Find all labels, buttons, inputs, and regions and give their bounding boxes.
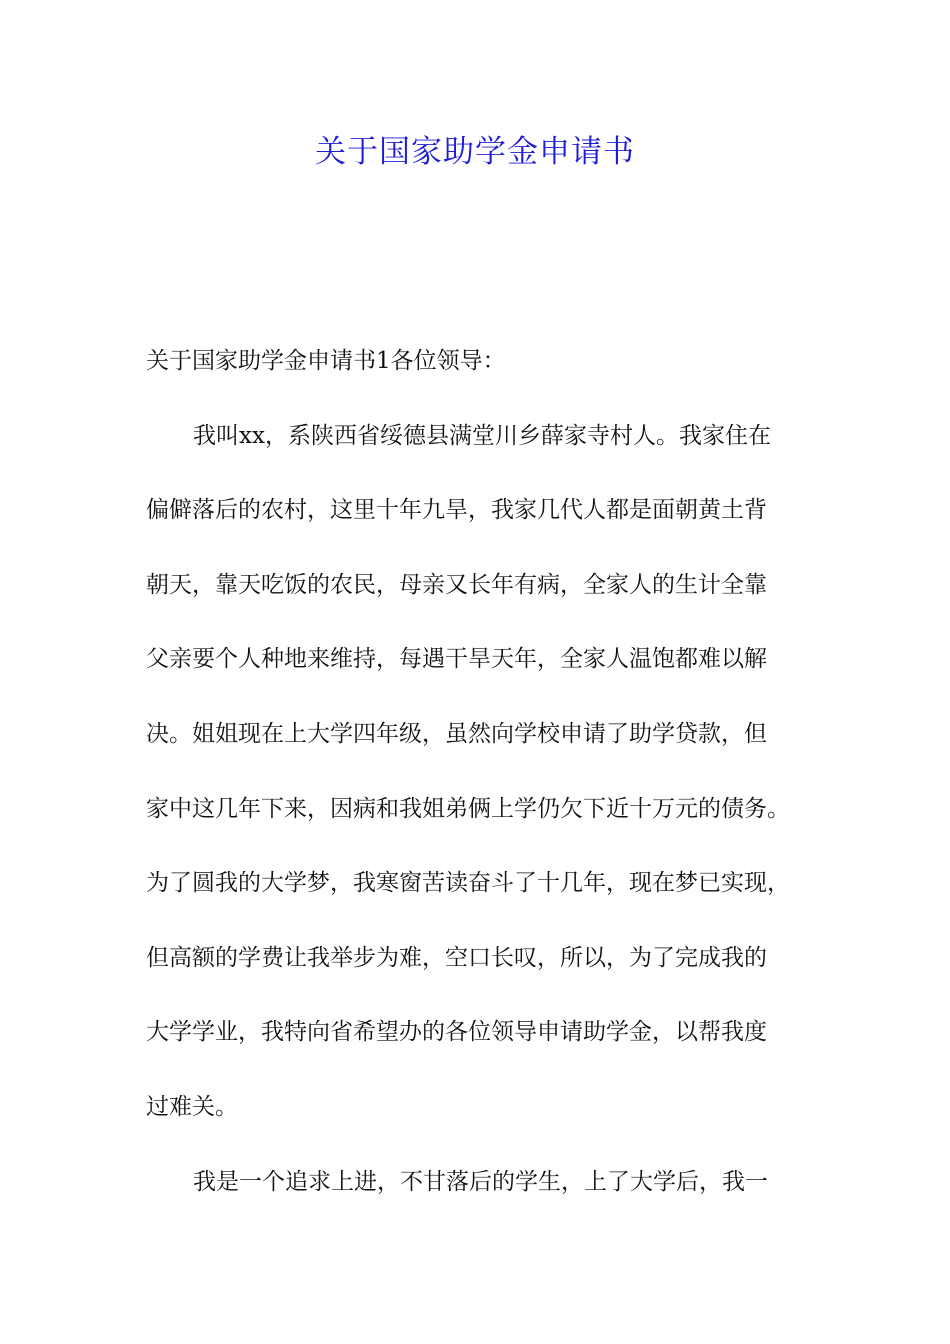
document-title: 关于国家助学金申请书 [315, 134, 635, 170]
paragraph-line: 父亲要个人种地来维持，每遇干旱天年，全家人温饱都难以解 [146, 646, 767, 673]
paragraph-line: 我是一个追求上进，不甘落后的学生，上了大学后，我一 [193, 1168, 768, 1195]
paragraph-line: 我叫xx，系陕西省绥德县满堂川乡薛家寺村人。我家住在 [193, 422, 771, 449]
salutation: 关于国家助学金申请书1各位领导： [146, 348, 506, 374]
paragraph-line: 大学学业，我特向省希望办的各位领导申请助学金，以帮我度 [146, 1019, 767, 1046]
paragraph-line: 过难关。 [146, 1093, 238, 1120]
paragraph-line: 为了圆我的大学梦，我寒窗苦读奋斗了十几年，现在梦已实现， [146, 870, 790, 897]
paragraph-line: 偏僻落后的农村，这里十年九旱，我家几代人都是面朝黄土背 [146, 497, 767, 524]
paragraph-line: 决。姐姐现在上大学四年级，虽然向学校申请了助学贷款，但 [146, 720, 767, 747]
paragraph-2 [146, 1162, 826, 1237]
paragraph-line: 家中这几年下来，因病和我姐弟俩上学仍欠下近十万元的债务。 [146, 795, 790, 822]
document-body [146, 341, 826, 1236]
paragraph-line: 但高额的学费让我举步为难，空口长叹，所以，为了完成我的 [146, 944, 767, 971]
paragraph-1 [146, 416, 826, 1162]
paragraph-line: 朝天，靠天吃饭的农民，母亲又长年有病，全家人的生计全靠 [146, 571, 767, 598]
